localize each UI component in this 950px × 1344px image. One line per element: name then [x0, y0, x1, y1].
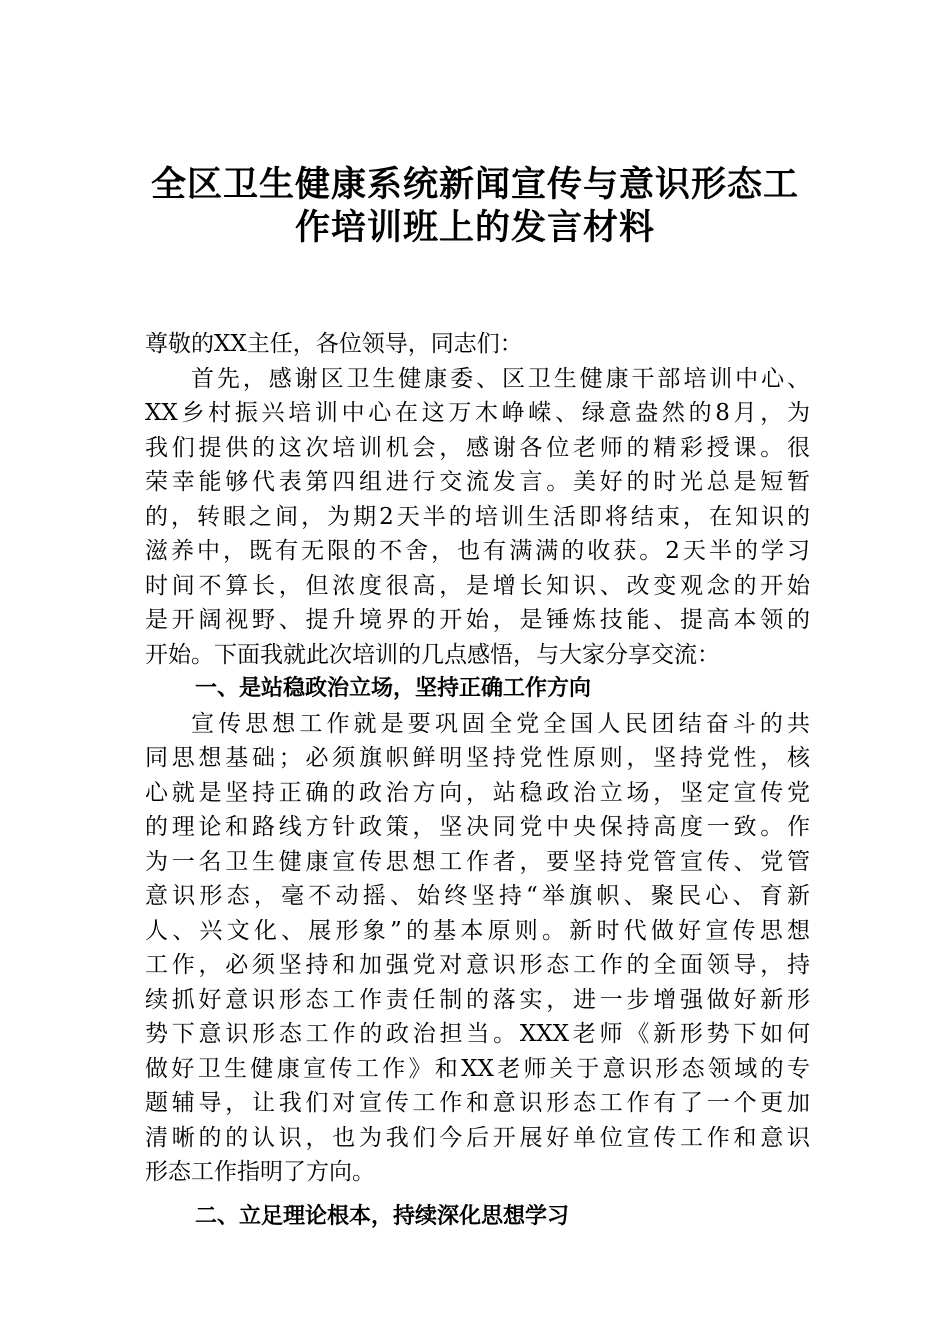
paragraph-1 [145, 362, 810, 673]
paragraph-line: 首先，感谢区卫生健康委、区卫生健康干部培训中心、 [191, 365, 810, 392]
document-title-line-1: 全区卫生健康系统新闻宣传与意识形态工 [150, 164, 799, 205]
paragraph-line: 同思想基础；必须旗帜鲜明坚持党性原则，坚持党性，核 [145, 745, 810, 771]
section-heading-2: 二、立足理论根本，持续深化思想学习 [195, 1203, 570, 1229]
paragraph-line: 是开阔视野、提升境界的开始，是锤炼技能、提高本领的 [145, 607, 810, 633]
paragraph-line: 宣传思想工作就是要巩固全党全国人民团结奋斗的共 [191, 710, 810, 737]
document-body [145, 327, 810, 1234]
paragraph-line: 时间不算长，但浓度很高，是增长知识、改变观念的开始 [145, 572, 810, 599]
paragraph-line: 做好卫生健康宣传工作》和XX老师关于意识形态领域的专 [145, 1055, 810, 1082]
paragraph-line: 人、兴文化、展形象”的基本原则。新时代做好宣传思想 [145, 917, 810, 944]
paragraph-line: 荣幸能够代表第四组进行交流发言。美好的时光总是短暂 [145, 469, 810, 495]
paragraph-line: 清晰的的认识，也为我们今后开展好单位宣传工作和意识 [145, 1124, 810, 1151]
paragraph-line: 续抓好意识形态工作责任制的落实，进一步增强做好新形 [145, 986, 810, 1013]
paragraph-line: 开始。下面我就此次培训的几点感悟，与大家分享交流： [145, 641, 720, 668]
paragraph-line: 的，转眼之间，为期2天半的培训生活即将结束，在知识的 [145, 503, 810, 530]
paragraph-line: 为一名卫生健康宣传思想工作者，要坚持党管宣传、党管 [145, 848, 810, 875]
paragraph-line: 工作，必须坚持和加强党对意识形态工作的全面领导，持 [145, 952, 810, 978]
document-title-line-2: 作培训班上的发言材料 [294, 207, 655, 248]
paragraph-line: 形态工作指明了方向。 [145, 1159, 375, 1185]
paragraph-line: XX乡村振兴培训中心在这万木峥嵘、绿意盎然的8月，为 [145, 400, 810, 426]
paragraph-line: 心就是坚持正确的政治方向，站稳政治立场，坚定宣传党 [145, 779, 810, 806]
paragraph-line: 我们提供的这次培训机会，感谢各位老师的精彩授课。很 [145, 434, 810, 461]
paragraph-line: 题辅导，让我们对宣传工作和意识形态工作有了一个更加 [145, 1090, 810, 1116]
paragraph-2 [145, 707, 810, 1190]
salutation: 尊敬的XX主任，各位领导，同志们： [145, 331, 523, 357]
paragraph-line: 的理论和路线方针政策，坚决同党中央保持高度一致。作 [145, 814, 810, 840]
paragraph-line: 势下意识形态工作的政治担当。XXX老师《新形势下如何 [145, 1021, 810, 1047]
section-heading-1: 一、是站稳政治立场，坚持正确工作方向 [195, 676, 592, 701]
paragraph-line: 滋养中，既有无限的不舍，也有满满的收获。2天半的学习 [145, 538, 810, 564]
paragraph-line: 意识形态，毫不动摇、始终坚持“举旗帜、聚民心、育新 [145, 883, 810, 909]
